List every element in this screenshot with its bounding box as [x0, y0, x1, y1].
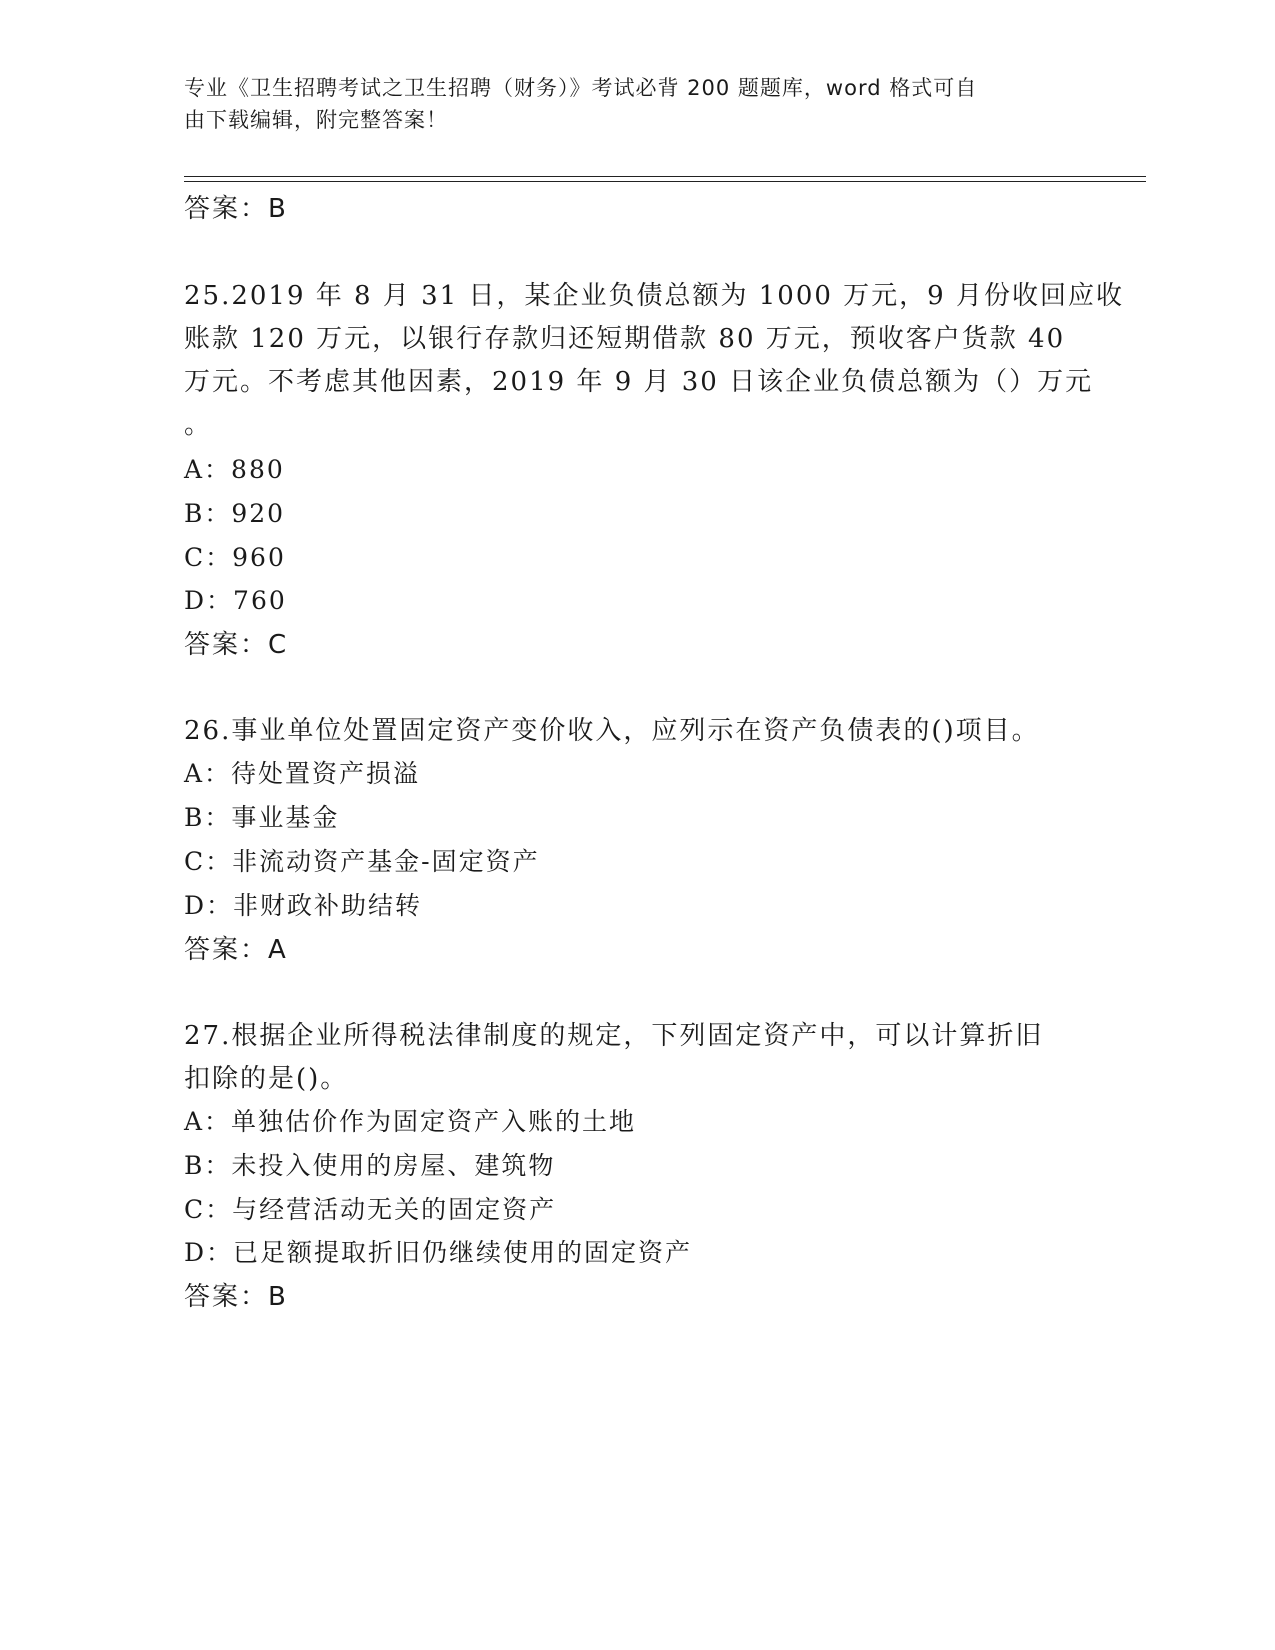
question-25-answer: 答案：C [184, 630, 289, 660]
header-divider-bottom [184, 181, 1146, 182]
question-26-option-a: A：待处置资产损溢 [184, 759, 421, 788]
question-25-option-d: D：760 [184, 586, 287, 615]
question-25-line-1: 25.2019 年 8 月 31 日，某企业负债总额为 1000 万元，9 月份收回应收 [184, 281, 1124, 311]
question-26-option-d: D：非财政补助结转 [184, 891, 423, 920]
question-25-line-3: 万元。不考虑其他因素，2019 年 9 月 30 日该企业负债总额为（）万元 [184, 367, 1094, 397]
header-line-2: 由下载编辑，附完整答案！ [184, 108, 448, 132]
question-26-line-1: 26.事业单位处置固定资产变价收入，应列示在资产负债表的()项目。 [184, 716, 1040, 746]
question-25-option-a: A：880 [184, 455, 285, 484]
header-divider-top [184, 176, 1146, 177]
question-26-answer: 答案：A [184, 935, 288, 965]
question-25-option-b: B：920 [184, 499, 286, 528]
question-27-option-d: D：已足额提取折旧仍继续使用的固定资产 [184, 1238, 693, 1267]
question-27-option-b: B：未投入使用的房屋、建筑物 [184, 1151, 556, 1180]
question-26-option-b: B：事业基金 [184, 803, 340, 832]
question-27-line-1: 27.根据企业所得税法律制度的规定，下列固定资产中，可以计算折旧 [184, 1021, 1044, 1051]
question-25-option-c: C：960 [184, 543, 286, 572]
question-26-option-c: C：非流动资产基金-固定资产 [184, 847, 540, 876]
question-25-line-2: 账款 120 万元，以银行存款归还短期借款 80 万元，预收客户货款 40 [184, 324, 1066, 354]
header-line-1: 专业《卫生招聘考试之卫生招聘（财务）》考试必背 200 题题库，word 格式可自 [184, 76, 978, 100]
question-27-option-c: C：与经营活动无关的固定资产 [184, 1195, 557, 1224]
question-25-line-4: 。 [184, 410, 213, 440]
question-27-answer: 答案：B [184, 1282, 288, 1312]
question-27-line-2: 扣除的是()。 [184, 1064, 349, 1094]
question-27-option-a: A：单独估价作为固定资产入账的土地 [184, 1107, 637, 1136]
document-header [184, 72, 1064, 136]
answer-previous: 答案：B [184, 194, 288, 224]
